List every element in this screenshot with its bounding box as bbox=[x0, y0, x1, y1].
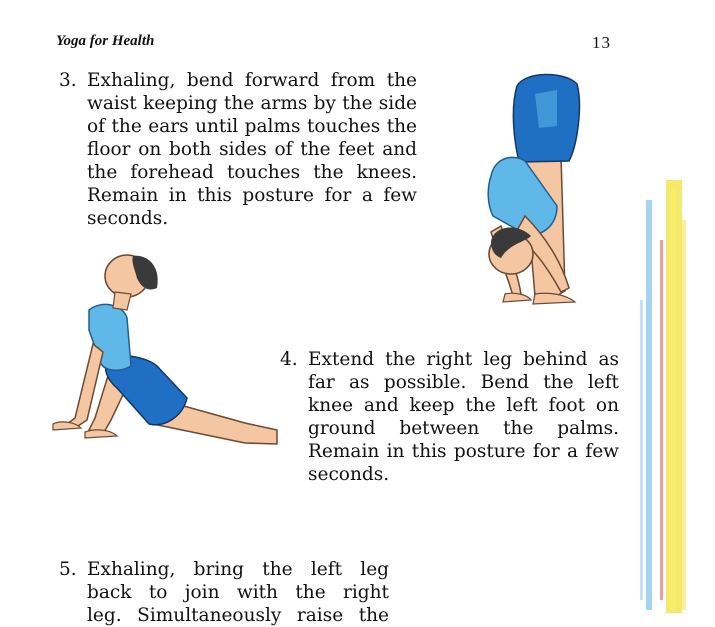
step-text-line: Extend the right leg behind as bbox=[308, 349, 619, 370]
step-text-line: Remain in this posture for a few bbox=[308, 441, 619, 462]
step-number: 4. bbox=[280, 349, 298, 370]
step-text-line: seconds. bbox=[87, 208, 169, 229]
step-text-line: waist keeping the arms by the side bbox=[87, 93, 417, 114]
page-number: 13 bbox=[592, 33, 611, 52]
step-text-line: ground between the palms. bbox=[308, 418, 619, 439]
forward-bend-illustration bbox=[465, 66, 605, 331]
step-3 bbox=[59, 69, 417, 230]
step-text-line: the forehead touches the knees. bbox=[87, 162, 417, 183]
hand bbox=[503, 293, 531, 302]
step-number: 3. bbox=[59, 70, 77, 91]
step-text-line: leg. Simultaneously raise the bbox=[87, 605, 389, 626]
crayon-border-decoration bbox=[634, 180, 694, 613]
step-text-line: of the ears until palms touches the bbox=[87, 116, 417, 137]
step-5 bbox=[59, 558, 389, 627]
step-text-line: far as possible. Bend the left bbox=[308, 372, 619, 393]
step-text-line: knee and keep the left foot on bbox=[308, 395, 619, 416]
lunge-illustration bbox=[45, 248, 295, 473]
step-text-line: Remain in this posture for a few bbox=[87, 185, 417, 206]
running-title: Yoga for Health bbox=[56, 33, 155, 49]
step-text-line: Exhaling, bring the left leg bbox=[87, 559, 389, 580]
step-text-line: Exhaling, bend forward from the bbox=[87, 70, 417, 91]
step-text-line: back to join with the right bbox=[87, 582, 389, 603]
step-4 bbox=[280, 348, 619, 486]
step-number: 5. bbox=[59, 559, 77, 580]
step-text-line: seconds. bbox=[308, 464, 390, 485]
neck bbox=[113, 292, 131, 310]
foot bbox=[533, 293, 575, 304]
foot bbox=[85, 430, 117, 438]
step-text-line: floor on both sides of the feet and bbox=[87, 139, 417, 160]
